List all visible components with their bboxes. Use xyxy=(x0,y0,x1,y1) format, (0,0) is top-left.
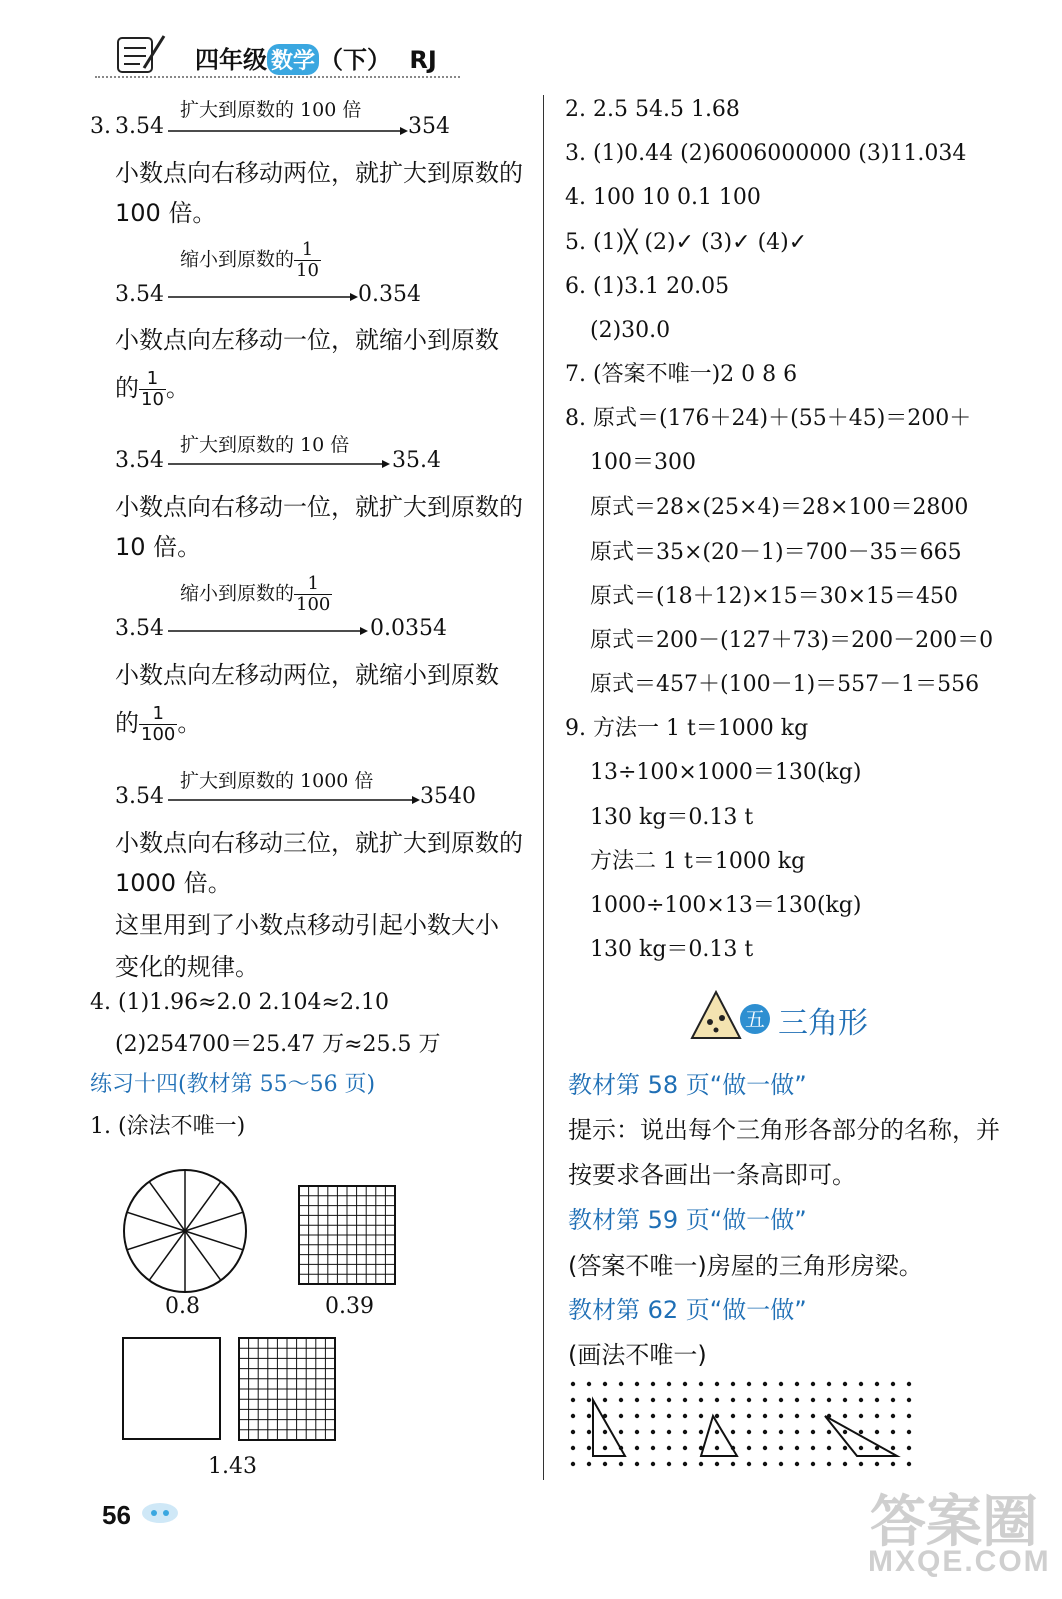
watermark-logo: 答案圈 xyxy=(870,1490,1038,1553)
page-deco-icon xyxy=(140,1500,180,1530)
q3e-text1: 小数点向右移动三位，就扩大到原数的 xyxy=(115,829,523,857)
grid-figure-1 xyxy=(298,1185,396,1289)
q3e-arrow xyxy=(168,791,420,810)
q3d-arrow-label: 缩小到原数的 $\frac{1}{100}$ xyxy=(180,573,331,615)
figure-label-1: 0.8 xyxy=(165,1294,200,1319)
q3-summary-1: 这里用到了小数点移动引起小数大小 xyxy=(115,911,499,939)
q3a-text1: 小数点向右移动两位，就扩大到原数的 xyxy=(115,159,523,187)
q3d-to: 0.0354 xyxy=(370,616,447,641)
figure-label-2: 0.39 xyxy=(325,1294,374,1319)
q3a-from: 3.54 xyxy=(115,114,164,139)
header-term: （下） xyxy=(319,46,392,74)
q3-number: 3. xyxy=(90,114,111,139)
right-line: 原式＝457＋(100－1)＝557－1＝556 xyxy=(590,672,980,697)
triangle-2 xyxy=(701,1416,737,1456)
q3c-from: 3.54 xyxy=(115,448,164,473)
q3e-to: 3540 xyxy=(420,784,476,809)
q3-summary-2: 变化的规律。 xyxy=(115,953,259,981)
q3c-text2: 10 倍。 xyxy=(115,533,202,561)
q3a-arrow-label: 扩大到原数的 100 倍 xyxy=(180,99,362,121)
right-line: 4. 100 10 0.1 100 xyxy=(565,185,761,210)
right-line: 5. (1)╳ (2)✓ (3)✓ (4)✓ xyxy=(565,230,808,255)
q4-line-1: 4. (1)1.96≈2.0 2.104≈2.10 xyxy=(90,990,389,1015)
q3e-text2: 1000 倍。 xyxy=(115,869,232,897)
header-grade: 四年级 xyxy=(195,46,267,74)
figure-label-3: 1.43 xyxy=(208,1454,257,1479)
q3b-from: 3.54 xyxy=(115,282,164,307)
right-line: 100＝300 xyxy=(590,450,696,475)
section-title: 三角形 xyxy=(778,1006,868,1041)
q3b-to: 0.354 xyxy=(358,282,421,307)
right-line: 13÷100×1000＝130(kg) xyxy=(590,760,862,785)
right-line: 6. (1)3.1 20.05 xyxy=(565,274,730,299)
q4-line-2: (2)254700＝25.47 万≈25.5 万 xyxy=(115,1032,441,1057)
exercise-1: 1. (涂法不唯一) xyxy=(90,1114,246,1139)
exercise-title: 练习十四(教材第 55～56 页) xyxy=(90,1072,376,1097)
right-line: 9. 方法一 1 t＝1000 kg xyxy=(565,716,809,741)
grid-figure-2 xyxy=(238,1337,336,1445)
q3c-to: 35.4 xyxy=(392,448,441,473)
page-number: 56 xyxy=(102,1500,131,1530)
q3d-arrow xyxy=(168,622,368,641)
right-line: 原式＝200－(127＋73)＝200－200＝0 xyxy=(590,628,994,653)
watermark-url: MXQE.COM xyxy=(868,1545,1051,1578)
q3b-text1: 小数点向左移动一位，就缩小到原数 xyxy=(115,326,499,354)
q3e-arrow-label: 扩大到原数的 1000 倍 xyxy=(180,770,374,792)
right-line: 7. (答案不唯一)2 0 8 6 xyxy=(565,362,798,387)
q3d-text2: 的 $\frac{1}{100}$ 。 xyxy=(115,702,202,745)
right-line: 3. (1)0.44 (2)6006000000 (3)11.034 xyxy=(565,141,967,166)
dot-grid-figure xyxy=(565,1378,920,1482)
right-line: 8. 原式＝(176＋24)＋(55＋45)＝200＋ xyxy=(565,406,972,431)
q3b-arrow xyxy=(168,288,358,307)
p59-title: 教材第 59 页“做一做” xyxy=(568,1206,807,1234)
section-number: 五 xyxy=(740,1004,770,1034)
section-mascot-icon xyxy=(686,988,746,1046)
p62-title: 教材第 62 页“做一做” xyxy=(568,1296,807,1324)
circle-figure xyxy=(122,1168,248,1298)
q3a-to: 354 xyxy=(408,114,450,139)
q3d-from: 3.54 xyxy=(115,616,164,641)
q3a-text2: 100 倍。 xyxy=(115,199,217,227)
right-line: 原式＝35×(20－1)＝700－35＝665 xyxy=(590,540,962,565)
q3c-arrow xyxy=(168,455,390,474)
p59-text: (答案不唯一)房屋的三角形房梁。 xyxy=(568,1252,923,1280)
right-line: 2. 2.5 54.5 1.68 xyxy=(565,97,740,122)
right-line: 130 kg＝0.13 t xyxy=(590,937,754,962)
square-figure xyxy=(122,1337,222,1445)
right-line: 原式＝(18＋12)×15＝30×15＝450 xyxy=(590,584,958,609)
header-edition: RJ xyxy=(409,46,437,74)
q3a-arrow xyxy=(168,122,408,141)
header-rule xyxy=(95,76,460,78)
right-line: 130 kg＝0.13 t xyxy=(590,805,754,830)
q3c-arrow-label: 扩大到原数的 10 倍 xyxy=(180,434,350,456)
column-divider xyxy=(543,95,544,1480)
q3d-text1: 小数点向左移动两位，就缩小到原数 xyxy=(115,661,499,689)
header-icon xyxy=(108,30,170,80)
p62-text: (画法不唯一) xyxy=(568,1341,707,1369)
q3b-arrow-label: 缩小到原数的 $\frac{1}{10}$ xyxy=(180,239,319,281)
p58-text-2: 按要求各画出一条高即可。 xyxy=(568,1161,856,1189)
header-title xyxy=(195,40,437,75)
right-line: 1000÷100×13＝130(kg) xyxy=(590,893,862,918)
p58-title: 教材第 58 页“做一做” xyxy=(568,1071,807,1099)
header-subject: 数学 xyxy=(267,44,319,75)
q3e-from: 3.54 xyxy=(115,784,164,809)
right-line: (2)30.0 xyxy=(590,318,671,343)
right-line: 方法二 1 t＝1000 kg xyxy=(590,849,806,874)
q3c-text1: 小数点向右移动一位，就扩大到原数的 xyxy=(115,493,523,521)
p58-text-1: 提示：说出每个三角形各部分的名称，并 xyxy=(568,1116,1000,1144)
right-line: 原式＝28×(25×4)＝28×100＝2800 xyxy=(590,495,969,520)
q3b-text2: 的 $\frac{1}{10}$ 。 xyxy=(115,367,190,410)
